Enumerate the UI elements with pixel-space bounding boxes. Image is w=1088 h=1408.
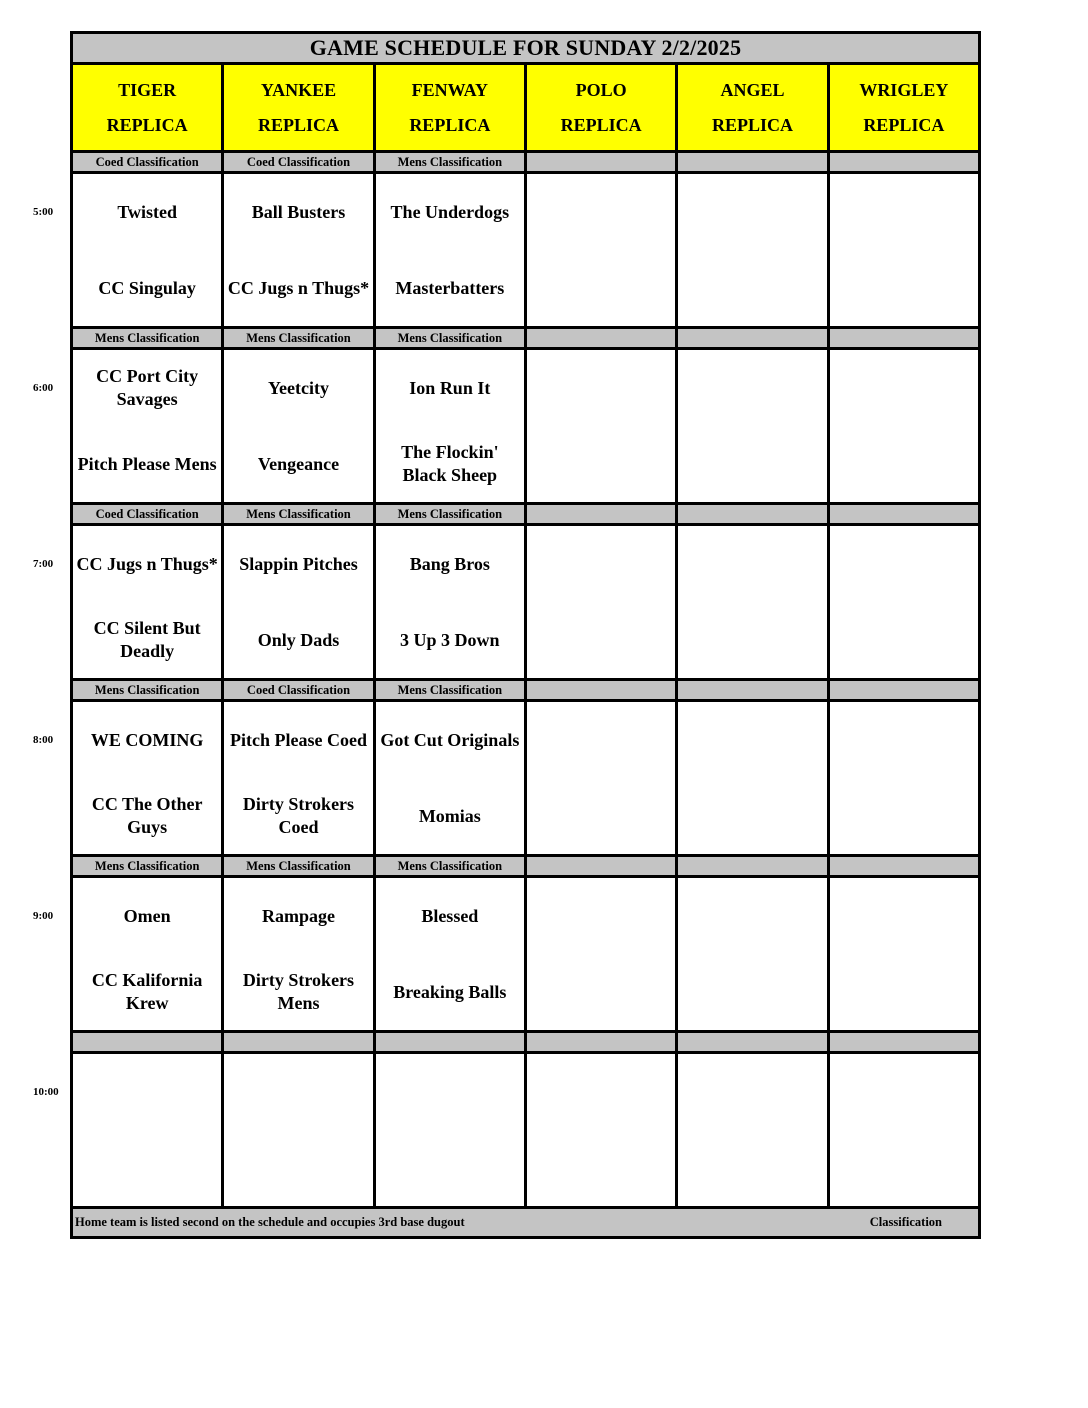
game-cell [828,173,979,328]
home-team [527,250,675,326]
game-cell [525,525,676,680]
classification-cell [828,1032,979,1053]
classification-cell: Coed Classification [223,680,374,701]
away-team: Slappin Pitches [239,553,358,574]
home-team: Pitch Please Mens [77,453,217,474]
game-cell [72,877,223,1032]
home-team: Dirty Strokers Mens [242,970,355,1013]
classification-cell [677,856,828,877]
classification-cell [677,1032,828,1053]
away-team: Got Cut Originals [380,729,520,750]
away-team [678,702,826,778]
footer-note: Home team is listed second on the schedule and occupies 3rd base dugout [75,1215,465,1229]
classification-row [72,152,980,173]
away-team: Ion Run It [409,377,491,398]
classification-cell: Mens Classification [72,680,223,701]
away-team [73,1054,221,1130]
field-subtitle: REPLICA [257,114,339,135]
game-cell [828,877,979,1032]
home-team [830,602,978,678]
classification-row [72,328,980,349]
home-team: CC The Other Guys [91,794,203,837]
home-team [830,250,978,326]
home-team [678,426,826,502]
classification-cell [525,152,676,173]
away-team [678,878,826,954]
game-cell [525,173,676,328]
classification-row [72,856,980,877]
home-team: CC Silent But Deadly [93,618,201,661]
field-header-tiger [72,64,223,152]
classification-cell: Mens Classification [223,328,374,349]
classification-cell [223,1032,374,1053]
classification-cell: Coed Classification [223,152,374,173]
game-cell [223,349,374,504]
away-team: CC Port City Savages [96,366,199,409]
away-team [678,350,826,426]
field-subtitle: REPLICA [106,114,188,135]
away-team: Twisted [117,201,177,222]
time-label: 9:00 [33,909,54,922]
game-cell [374,877,525,1032]
home-team: 3 Up 3 Down [400,629,500,650]
field-header-angel [677,64,828,152]
game-row [72,701,980,856]
home-team [830,954,978,1030]
away-team: Yeetcity [268,377,329,398]
game-cell [223,701,374,856]
game-cell [525,877,676,1032]
away-team: Omen [123,905,171,926]
game-cell [677,349,828,504]
home-team: Masterbatters [395,277,505,298]
classification-cell: Mens Classification [223,504,374,525]
classification-cell [828,504,979,525]
time-label: 8:00 [33,733,54,746]
game-cell [374,349,525,504]
home-team [830,1130,978,1206]
away-team [678,1054,826,1130]
away-team [527,350,675,426]
home-team: Momias [418,805,481,826]
field-header-wrigley [828,64,979,152]
game-cell [828,701,979,856]
away-team [830,702,978,778]
classification-cell: Mens Classification [72,856,223,877]
classification-cell [72,1032,223,1053]
game-cell [374,1053,525,1208]
game-cell [525,701,676,856]
game-row [72,1053,980,1208]
classification-row [72,504,980,525]
classification-cell [677,152,828,173]
away-team [527,702,675,778]
game-cell [677,877,828,1032]
field-header-row [72,64,980,152]
footer-classification: Classification [869,1215,942,1229]
field-subtitle: REPLICA [711,114,793,135]
away-team [830,878,978,954]
home-team [678,602,826,678]
game-cell [677,525,828,680]
footer-row [72,1208,980,1238]
away-team [527,174,675,250]
field-header-fenway [374,64,525,152]
time-label: 6:00 [33,381,54,394]
game-cell [525,1053,676,1208]
away-team [830,1054,978,1130]
away-team: Ball Busters [251,201,346,222]
home-team: CC Jugs n Thugs* [227,277,370,298]
classification-cell: Mens Classification [374,152,525,173]
away-team [830,174,978,250]
classification-row [72,680,980,701]
time-label: 7:00 [33,557,54,570]
away-team: Bang Bros [409,553,490,574]
time-label: 5:00 [33,205,54,218]
away-team: WE COMING [90,729,204,750]
game-cell [72,349,223,504]
home-team [830,778,978,854]
footer-cell [72,1208,980,1238]
classification-cell [828,328,979,349]
home-team: Only Dads [257,629,340,650]
field-header-yankee [223,64,374,152]
time-label: 10:00 [33,1085,59,1098]
away-team: Rampage [261,905,335,926]
field-name: WRIGLEY [859,79,949,100]
game-cell [374,701,525,856]
away-team: Blessed [421,905,479,926]
away-team [527,878,675,954]
classification-cell [525,328,676,349]
away-team [830,350,978,426]
game-cell [72,525,223,680]
schedule-table [70,31,981,1239]
field-header-polo [525,64,676,152]
away-team [376,1054,524,1130]
classification-cell: Mens Classification [223,856,374,877]
field-subtitle: REPLICA [560,114,642,135]
away-team: Pitch Please Coed [230,729,367,750]
field-name: FENWAY [411,79,488,100]
classification-cell: Mens Classification [72,328,223,349]
classification-cell [677,328,828,349]
away-team: CC Jugs n Thugs* [76,553,218,574]
home-team: Vengeance [257,453,340,474]
classification-cell [677,680,828,701]
home-team [678,1130,826,1206]
game-cell [223,1053,374,1208]
field-name: TIGER [118,79,177,100]
home-team [678,778,826,854]
classification-cell [828,856,979,877]
classification-cell [677,504,828,525]
away-team [527,1054,675,1130]
away-team [830,526,978,602]
classification-cell [828,680,979,701]
game-cell [223,877,374,1032]
home-team [678,954,826,1030]
game-row [72,525,980,680]
home-team [376,1130,524,1206]
game-cell [828,525,979,680]
game-row [72,173,980,328]
classification-cell [525,680,676,701]
field-subtitle: REPLICA [409,114,491,135]
home-team: Dirty Strokers Coed [242,794,355,837]
away-team: The Underdogs [390,201,510,222]
classification-cell [525,1032,676,1053]
game-row [72,877,980,1032]
classification-cell [525,504,676,525]
home-team [830,426,978,502]
classification-row [72,1032,980,1053]
home-team [527,954,675,1030]
game-cell [374,173,525,328]
home-team: Breaking Balls [393,981,507,1002]
field-name: POLO [575,79,627,100]
home-team [527,426,675,502]
home-team [527,1130,675,1206]
classification-cell [374,1032,525,1053]
game-cell [828,349,979,504]
game-cell [525,349,676,504]
page-title: GAME SCHEDULE FOR SUNDAY 2/2/2025 [72,33,980,64]
home-team: CC Kalifornia Krew [91,970,203,1013]
game-cell [72,1053,223,1208]
home-team: CC Singulay [98,277,196,298]
game-cell [223,525,374,680]
away-team [527,526,675,602]
away-team [678,526,826,602]
game-cell [677,1053,828,1208]
classification-cell: Mens Classification [374,504,525,525]
classification-cell: Mens Classification [374,856,525,877]
home-team: The Flockin' Black Sheep [401,442,499,485]
away-team [224,1054,372,1130]
home-team [527,602,675,678]
classification-cell [525,856,676,877]
game-cell [72,701,223,856]
home-team [224,1130,372,1206]
classification-cell: Coed Classification [72,504,223,525]
away-team [678,174,826,250]
game-cell [374,525,525,680]
game-cell [72,173,223,328]
classification-cell: Mens Classification [374,328,525,349]
game-cell [828,1053,979,1208]
game-row [72,349,980,504]
home-team [527,778,675,854]
home-team [73,1130,221,1206]
home-team [678,250,826,326]
field-name: ANGEL [720,79,785,100]
game-cell [677,701,828,856]
game-cell [677,173,828,328]
classification-cell: Coed Classification [72,152,223,173]
field-name: YANKEE [260,79,337,100]
game-cell [223,173,374,328]
field-subtitle: REPLICA [863,114,945,135]
classification-cell [828,152,979,173]
classification-cell: Mens Classification [374,680,525,701]
